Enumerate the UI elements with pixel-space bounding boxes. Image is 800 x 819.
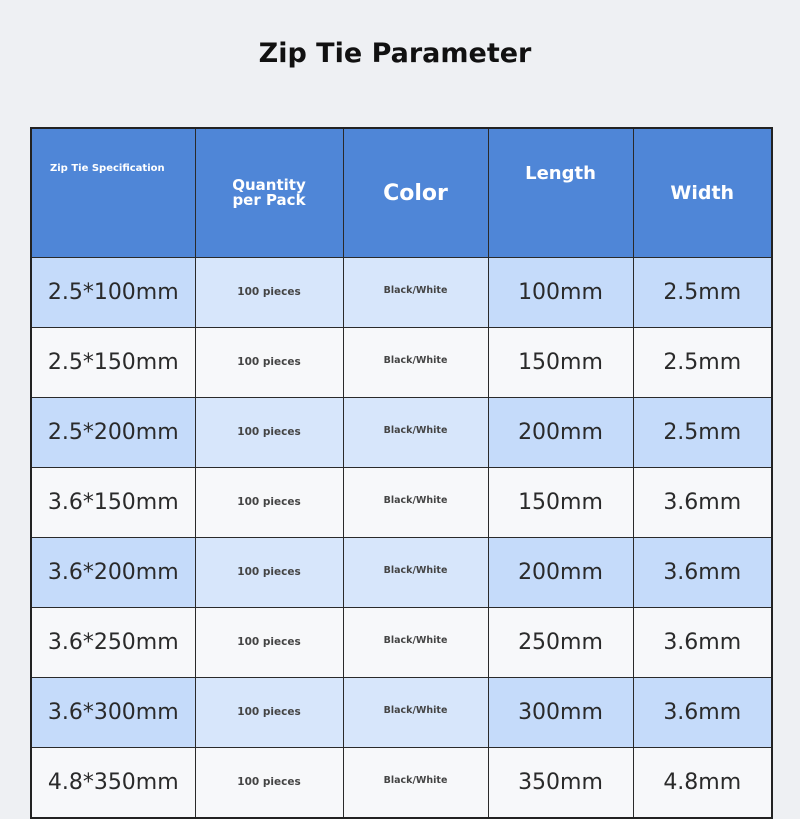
cell-spec: 2.5*100mm [31,258,195,328]
cell-width: 3.6mm [633,538,772,608]
cell-quantity: 100 pieces [195,398,343,468]
cell-spec: 2.5*150mm [31,328,195,398]
table-row [31,468,772,538]
cell-width: 2.5mm [633,398,772,468]
cell-length: 150mm [488,328,633,398]
cell-color: Black/White [343,608,488,678]
cell-length: 200mm [488,538,633,608]
parameter-table [30,127,773,819]
header-width: Width [633,128,772,258]
cell-length: 150mm [488,468,633,538]
cell-color: Black/White [343,398,488,468]
cell-width: 2.5mm [633,258,772,328]
cell-spec: 3.6*250mm [31,608,195,678]
cell-spec: 3.6*200mm [31,538,195,608]
cell-color: Black/White [343,678,488,748]
cell-quantity: 100 pieces [195,608,343,678]
header-quantity-line1: Quantity [232,176,306,194]
cell-width: 3.6mm [633,468,772,538]
cell-width: 2.5mm [633,328,772,398]
cell-color: Black/White [343,538,488,608]
cell-color: Black/White [343,748,488,818]
table-row [31,748,772,818]
cell-spec: 3.6*150mm [31,468,195,538]
table-row [31,608,772,678]
table-row [31,538,772,608]
cell-length: 250mm [488,608,633,678]
cell-quantity: 100 pieces [195,748,343,818]
header-quantity-line2: per Pack [232,191,306,209]
header-color: Color [343,128,488,258]
cell-quantity: 100 pieces [195,678,343,748]
cell-width: 4.8mm [633,748,772,818]
cell-quantity: 100 pieces [195,258,343,328]
header-row [31,128,772,258]
cell-color: Black/White [343,258,488,328]
header-quantity [195,128,343,258]
cell-quantity: 100 pieces [195,468,343,538]
cell-quantity: 100 pieces [195,328,343,398]
cell-color: Black/White [343,468,488,538]
table-row [31,678,772,748]
cell-spec: 4.8*350mm [31,748,195,818]
cell-length: 100mm [488,258,633,328]
cell-length: 350mm [488,748,633,818]
cell-spec: 2.5*200mm [31,398,195,468]
cell-quantity: 100 pieces [195,538,343,608]
cell-spec: 3.6*300mm [31,678,195,748]
cell-length: 300mm [488,678,633,748]
table-row [31,258,772,328]
header-length: Length [488,128,633,258]
page-title: Zip Tie Parameter [258,38,532,69]
table-row [31,328,772,398]
cell-color: Black/White [343,328,488,398]
header-spec: Zip Tie Specification [31,128,195,258]
cell-width: 3.6mm [633,678,772,748]
table-row [31,398,772,468]
cell-width: 3.6mm [633,608,772,678]
cell-length: 200mm [488,398,633,468]
